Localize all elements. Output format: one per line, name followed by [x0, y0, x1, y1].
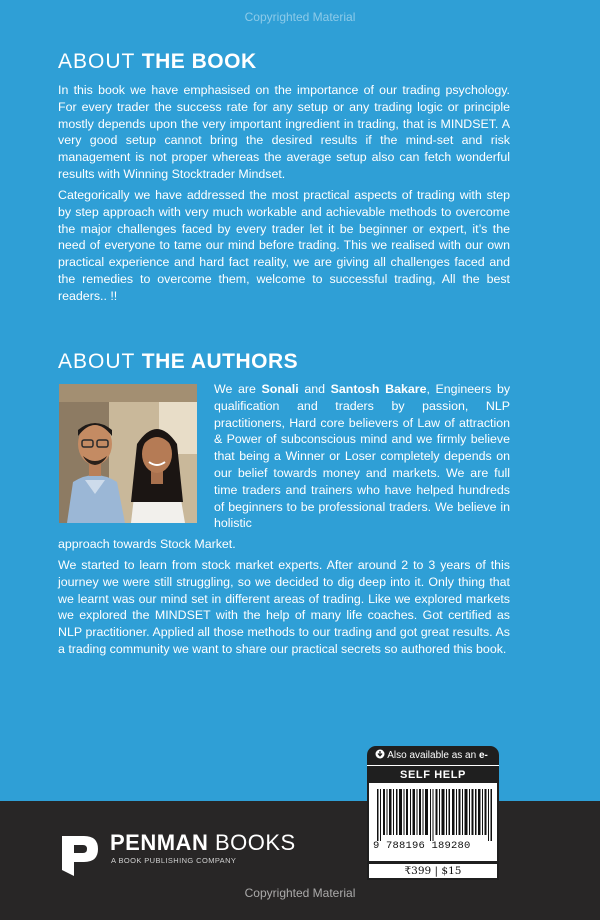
- about-book-paragraph-1: In this book we have emphasised on the importance of our trading psychology. For every trader the success rate for any setup or any trading logic or principle mostly depends upon the very important ingredient in trading, that is MINDSET. A very good setup cannot bring the desired results if the mind-set and risk management is not proper whereas the average setup also can fetch wonderful results with Winning Stocktrader Mindset.: [58, 83, 510, 181]
- about-authors-intro: [214, 381, 510, 532]
- genre-label: SELF HELP: [367, 765, 499, 783]
- publisher-name-light: BOOKS: [208, 830, 296, 855]
- intro-prefix: We are: [214, 382, 262, 396]
- penman-logo-icon: [60, 832, 100, 878]
- ebook-prefix: Also available as an: [387, 750, 479, 761]
- intro-rest: , Engineers by qualification and traders by passion, NLP practitioners, Hard core believers of Law of attraction & Power of subconscious mind and we firmly believe that being a Winner or Loser completely depends on our belief towards money and markets. We are full time traders and trainers who have helped hundreds of beginners to be professional traders. We believe in holistic: [214, 382, 511, 531]
- ebook-availability-label: [367, 746, 499, 765]
- download-icon: [375, 749, 385, 759]
- isbn-number: 9 788196 189280: [373, 840, 471, 852]
- about-book-paragraph-2: Categorically we have addressed the most practical aspects of trading with step by step approach with very much workable and achievable methods to overcome the major challenges faced by every trader let it be beginner or expert, it’s the need of everyone to tame our mind before trading. This we realised with our own practical experience and hard fact reality, we are giving all challenges faced and the remedies to overcome them, welcome to successful trading, All the best readers.. !!: [58, 188, 510, 303]
- publisher-name: [110, 830, 296, 856]
- about-authors-heading-bold: THE AUTHORS: [141, 350, 299, 373]
- barcode-bars: [375, 789, 495, 841]
- about-authors-paragraph-2: We started to learn from stock market experts. After around 2 to 3 years of this journey we were still struggling, so we decided to dig deep into it. Only thing that we learnt was our mind set in different areas of trading. Like we explored markets we explored the MINDSET with the help of many life coaches. Got certified as NLP practitioner. Applied all those methods to our trading and got great results. As a trading community we want to share our practical secrets so authored this book.: [58, 558, 510, 656]
- watermark-bottom: Copyrighted Material: [244, 886, 356, 900]
- intro-and: and: [298, 382, 331, 396]
- about-book-heading: [58, 50, 257, 74]
- author-name-sonali: Sonali: [261, 382, 299, 396]
- about-authors-intro-continued: approach towards Stock Market.: [58, 537, 236, 551]
- about-book-heading-bold: THE BOOK: [141, 50, 257, 73]
- about-book-heading-light: ABOUT: [58, 50, 142, 73]
- publisher-name-bold: PENMAN: [110, 830, 209, 855]
- about-authors-heading-light: ABOUT: [58, 350, 142, 373]
- about-authors-heading: [58, 350, 298, 374]
- ebook-bold: e-: [478, 750, 488, 761]
- price-label: ₹399 | $15: [367, 863, 499, 880]
- author-name-santosh: Santosh Bakare: [330, 382, 427, 396]
- watermark-top: Copyrighted Material: [244, 10, 356, 24]
- authors-photo: [59, 384, 197, 523]
- authors-photo-illustration: [59, 384, 197, 523]
- isbn-barcode: [367, 783, 499, 863]
- publisher-tagline: A BOOK PUBLISHING COMPANY: [111, 856, 237, 865]
